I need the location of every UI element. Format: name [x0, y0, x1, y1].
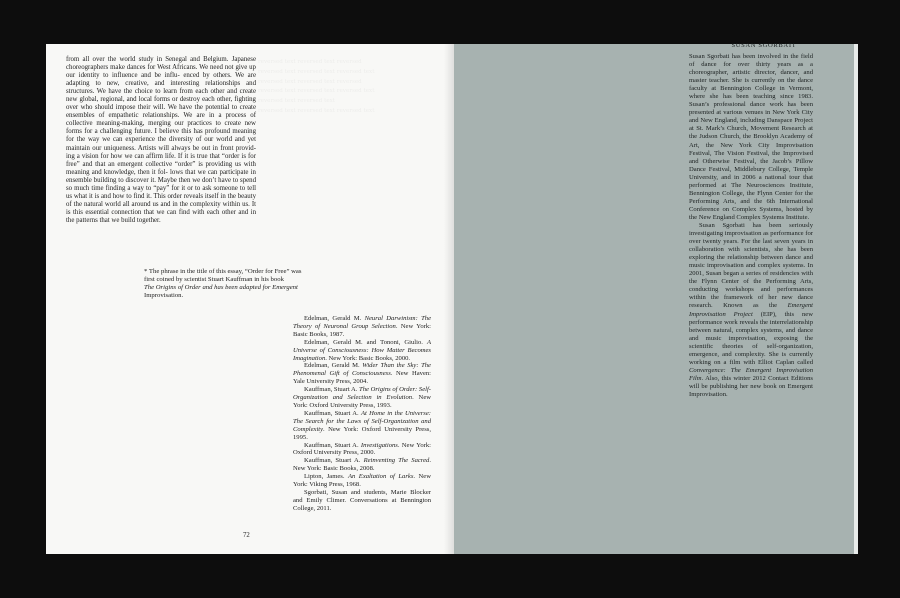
bibliography-entry: Kauffman, Stuart A. Reinventing The Sacred. New York: Basic Books, 2008. [293, 457, 431, 473]
footnote-line: The phrase in the title of this essay, “Order for Free” was [148, 268, 302, 275]
body-line: us what it is and how to find it. This order reveals itself in [66, 192, 226, 200]
footnote-line: first coined by scientist Stuart Kauffman in his book [144, 276, 284, 283]
body-line: a process of collective meaning-making, merging our [66, 112, 257, 128]
body-line: practices to create new forms for a challenging future. [66, 120, 256, 136]
bibliography-entry: Edelman, Gerald M. and Tononi, Giulio. A Universe of Consciousness: How Matter Becomes Imagination. New York: Basic Books, 2000. [293, 338, 431, 362]
body-line: time finding a way to “pay” for it or to ask someone to tell [91, 184, 256, 192]
show-through-text: reversed text reversed text reversed reversed text reversed text reversed text reversed text reversed text reversed reversed text reversed text reversed text reversed text reversed text reversed text reversed text reversed text [258, 59, 375, 114]
body-line: experience the diversity of our world and yet maintain [66, 136, 256, 152]
gutter-shadow [444, 44, 454, 554]
page-edge [854, 44, 858, 554]
body-line: over who should impose their will. We have the potential [66, 104, 230, 112]
bibliography-entry: Kauffman, Stuart A. At Home in the Universe: The Search for the Laws of Self-Organization and Complexity. New York: Oxford University Press, 1995. [293, 409, 431, 441]
body-line: lows that we can participate in ensemble building to [66, 168, 256, 184]
body-line: Japanese choreographers make dances for West Africans. [66, 56, 257, 72]
bio-paragraph: Susan Sgorbati has been involved in the field of dance for over thirty years as a choreographer, artistic director, dancer, and master teacher. She is currently on the dance faculty at Bennington College in Vermont, where she has been teaching since 1983. Susan’s professional dance work has been presented at various venues in New York City and New England, including Danspace Project at St. Mark’s Church, Movement Research at the Judson Church, the Brooklyn Academy of Art, the New York City Improvisation Festival, The Vision Festival, the Improvised and Otherwise Festival, the Jacob’s Pillow Dance Festival, Middlebury College, Temple University, and in 2006 a national tour that performed at The Neurosciences Institute, Bennington College, the Flynn Center for the Performing Arts, and the 6th International Conference on Complex Systems, hosted by the New England Complex Systems Institute. [689, 53, 813, 221]
body-line: We need not give up our identity to influence and be influ- [66, 64, 256, 80]
essay-body-text [66, 56, 256, 225]
page-number: 72 [243, 532, 250, 539]
body-line: ing a vision for how we can affirm life. If it is true that [66, 152, 220, 160]
body-line: interesting relationships and structures. We have the [66, 80, 256, 96]
body-line: to create ensembles of empathetic relationships. We are in [66, 104, 256, 120]
body-line: is providing us with meaning and knowledge, then it fol- [66, 160, 256, 176]
bibliography-entry: Edelman, Gerald M. Neural Darwinism: The Theory of Neuronal Group Selection. New York: Basic Books, 1987. [293, 315, 432, 338]
body-line: the beauty of the natural world all around us and in the [66, 192, 256, 208]
body-line: choice to learn from each other and create new global, [66, 88, 256, 104]
footnote-line: The Origins of Order and has been adapted for Emergent [144, 284, 298, 291]
body-line: build together. [121, 216, 161, 224]
bibliography-entry: Lipton, James. An Exaltation of Larks. New York: Viking Press, 1968. [293, 473, 431, 489]
footnote-marker: * [144, 268, 149, 275]
bio-paragraph: Susan Sgorbati has been seriously investigating improvisation as performance for over twenty years. For the last seven years in collaboration with scientists, she has been exploring the relationship between dance and music improvisation and complex systems. In 2001, Susan began a series of residencies with the Flynn Center of the Performing Arts, conducting workshops and performances within the framework of her new dance research. Known as the Emergent Improvisation Project (EIP), this new performance work reveals the interrelationship between natural, complex systems, and dance and music improvisation, exposing the scientific theories of self-organization, emergence, and complexity. She is currently working on a film with Elliot Caplan called Convergence: The Emergent Improvisation Film. Also, this winter 2012 Contact Editions will be publishing her new book on Emergent Improvisation. [689, 221, 813, 398]
bibliography-entry: Edelman, Gerald M. Wider Than the Sky: The Phenomenal Gift of Consciousness. New Haven: Yale University Press, 2004. [293, 362, 432, 386]
bibliography-entry: Kauffman, Stuart A. Investigations. New York: Oxford University Press, 2000. [293, 441, 431, 457]
body-line: I believe this has profound meaning for the way we can [66, 128, 257, 144]
bibliography-entry: Kauffman, Stuart A. The Origins of Order: Self-Organization and Selection in Evolution. New York: Oxford University Press, 1993. [293, 386, 432, 409]
body-line: complexity within us. It is this essential connection that [66, 200, 256, 216]
body-line: discover it. Maybe then we don’t have to spend so much [66, 176, 257, 192]
body-line: enced by others. We are adapting to new, creative, and [66, 72, 256, 88]
body-line: our uniqueness. Artists will always be out in front provid- [92, 144, 256, 152]
body-line: from all over the world study in Senegal and Belgium. [66, 56, 229, 63]
left-page [46, 44, 454, 554]
body-line: we can find with each other and in the patterns that we [66, 208, 256, 224]
footnote [144, 268, 340, 300]
author-heading: SUSAN SGORBATI [731, 42, 796, 49]
bibliography-entry: Sgorbati, Susan and students, Marie Blocker and Emily Climer. Conversations at Bennington College, 2011. [293, 488, 431, 512]
footnote-line: Improvisation. [144, 292, 184, 299]
bibliography [293, 315, 431, 513]
author-bio [689, 53, 813, 399]
body-line: regional, and local forms or destroy each other, fighting [100, 96, 256, 104]
body-line: “order is for free” and that an emergent collective “order” [66, 152, 256, 168]
